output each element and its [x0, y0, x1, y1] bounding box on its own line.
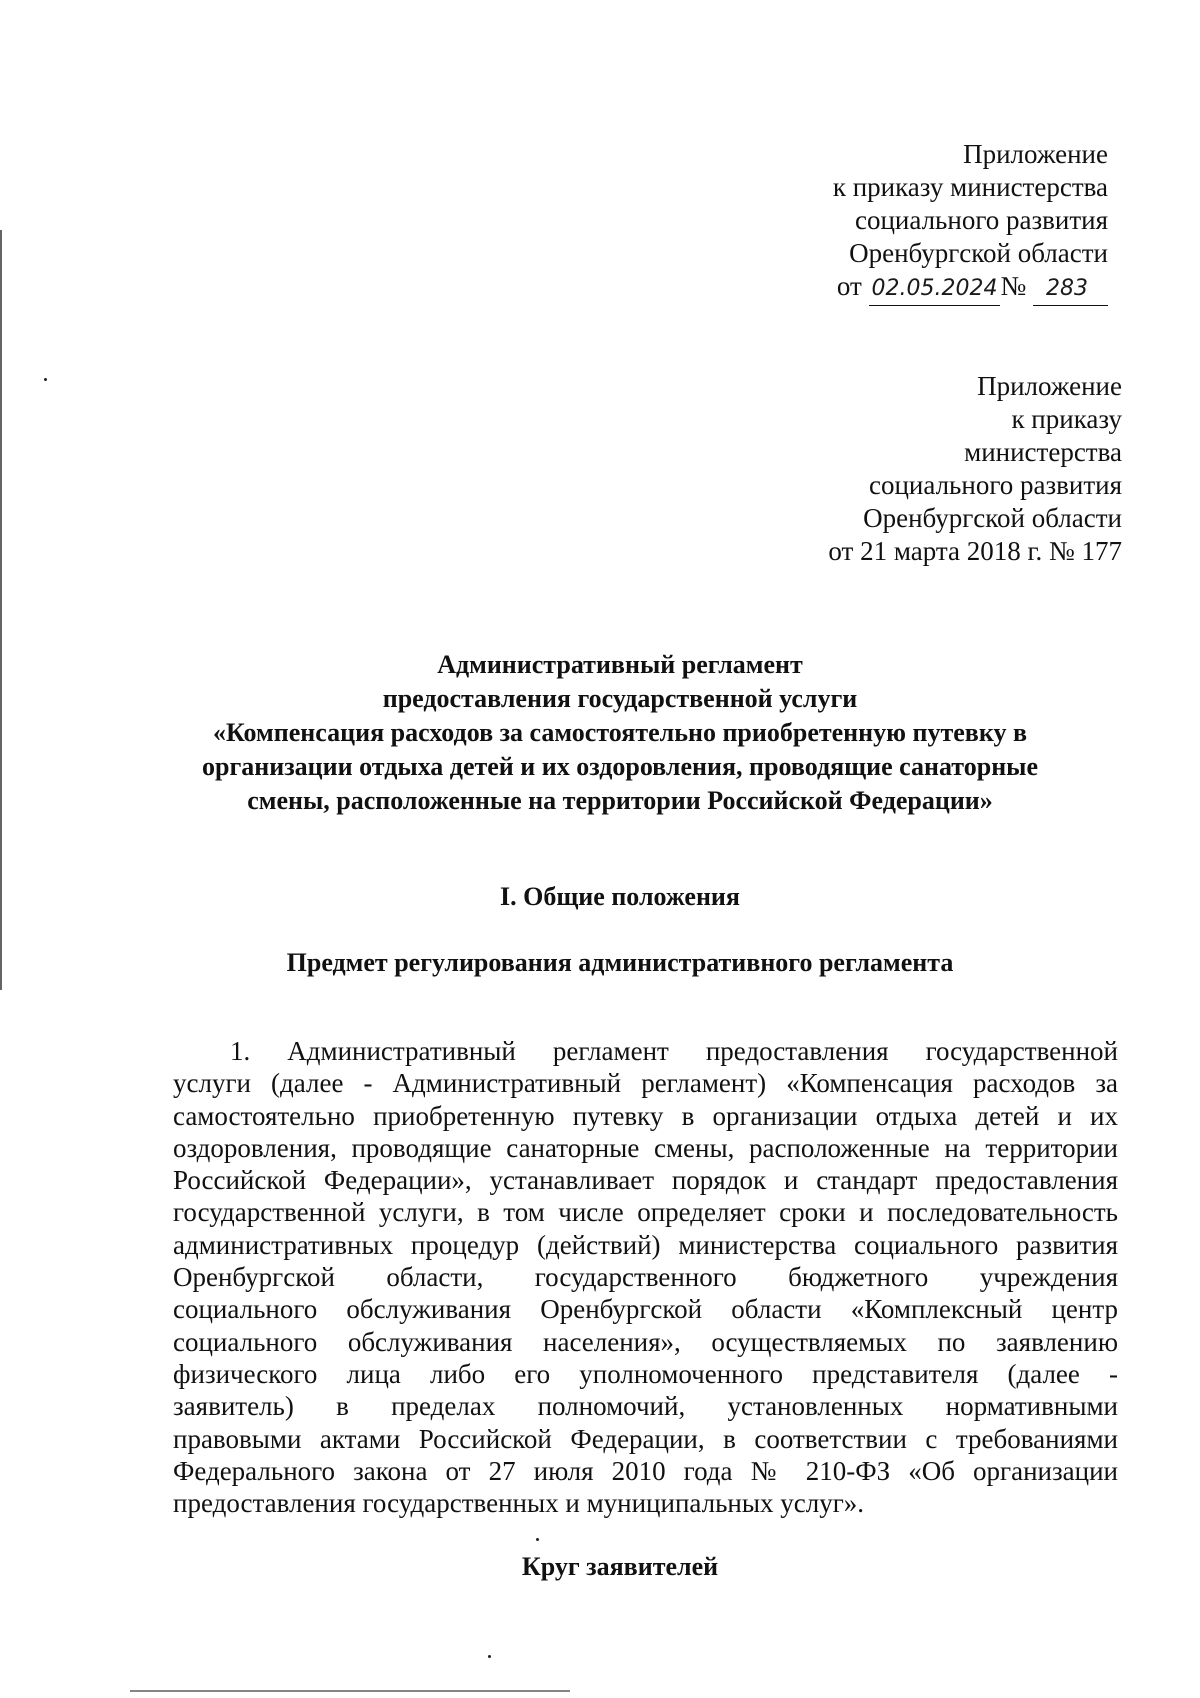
- number-prefix: №: [1000, 271, 1027, 301]
- subsection-heading: Круг заявителей: [521, 1552, 719, 1581]
- appendix-date-line: от 21 марта 2018 г. № 177: [828, 536, 1122, 566]
- appendix-line: социального развития: [854, 205, 1108, 235]
- appendix-original-order: [702, 370, 1122, 568]
- paragraph-line: предоставления государственных и муниципальных услуг».: [173, 1488, 865, 1519]
- title-line: организации отдыха детей и их оздоровления, проводящие санаторные: [201, 752, 1039, 781]
- paragraph-line: социального обслуживания Оренбургской области «Комплексный центр: [173, 1294, 1118, 1325]
- appendix-date-line: [688, 270, 1108, 306]
- handwritten-number: 283: [1033, 272, 1108, 306]
- paragraph-line: государственной услуги, в том числе определяет сроки и последовательность: [173, 1197, 1118, 1228]
- scan-speck: [536, 1538, 539, 1541]
- paragraph-1: [173, 1035, 1118, 1519]
- appendix-title: Приложение: [977, 371, 1122, 401]
- paragraph-line: оздоровления, проводящие санаторные смены, расположенные на территории: [173, 1132, 1118, 1163]
- paragraph-line: 1. Административный регламент предоставления государственной: [230, 1036, 1118, 1066]
- subsection-heading: Предмет регулирования административного регламента: [286, 948, 954, 977]
- appendix-title: Приложение: [963, 139, 1108, 169]
- scan-speck: [488, 1655, 491, 1658]
- paragraph-line: административных процедур (действий) министерства социального развития: [173, 1229, 1118, 1260]
- scan-speck: [44, 378, 47, 381]
- appendix-line: к приказу: [1011, 404, 1122, 434]
- paragraph-line: физического лица либо его уполномоченного представителя (далее -: [173, 1358, 1118, 1389]
- paragraph-line: социального обслуживания населения», осуществляемых по заявлению: [173, 1326, 1118, 1357]
- date-prefix: от: [836, 271, 862, 301]
- handwritten-date: 02.05.2024: [869, 272, 1001, 306]
- scan-bottom-rule-artifact: [130, 1690, 570, 1692]
- section-heading: I. Общие положения: [500, 882, 740, 911]
- title-line: предоставления государственной услуги: [382, 684, 858, 713]
- paragraph-line: правовыми актами Российской Федерации, в соответствии с требованиями: [173, 1423, 1118, 1454]
- document-title: [160, 648, 1080, 818]
- paragraph-line: услуги (далее - Административный регламент) «Компенсация расходов за: [173, 1068, 1118, 1099]
- scan-left-edge-artifact: [0, 230, 2, 990]
- appendix-line: социального развития: [868, 470, 1122, 500]
- paragraph-line: Российской Федерации», устанавливает порядок и стандарт предоставления: [173, 1165, 1118, 1196]
- paragraph-line: самостоятельно приобретенную путевку в организации отдыха детей и их: [173, 1100, 1118, 1131]
- paragraph-line: Оренбургской области, государственного бюджетного учреждения: [173, 1262, 1118, 1293]
- title-line: Административный регламент: [437, 650, 803, 679]
- appendix-current-order: [688, 138, 1108, 306]
- appendix-line: Оренбургской области: [849, 238, 1108, 268]
- appendix-line: министерства: [964, 437, 1122, 467]
- paragraph-line: заявитель) в пределах полномочий, установленных нормативными: [173, 1391, 1118, 1422]
- title-line: «Компенсация расходов за самостоятельно приобретенную путевку в: [212, 718, 1027, 747]
- appendix-line: Оренбургской области: [863, 503, 1122, 533]
- appendix-line: к приказу министерства: [832, 172, 1108, 202]
- title-line: смены, расположенные на территории Российской Федерации»: [247, 786, 993, 815]
- paragraph-line: Федерального закона от 27 июля 2010 года № 210-ФЗ «Об организации: [173, 1455, 1118, 1486]
